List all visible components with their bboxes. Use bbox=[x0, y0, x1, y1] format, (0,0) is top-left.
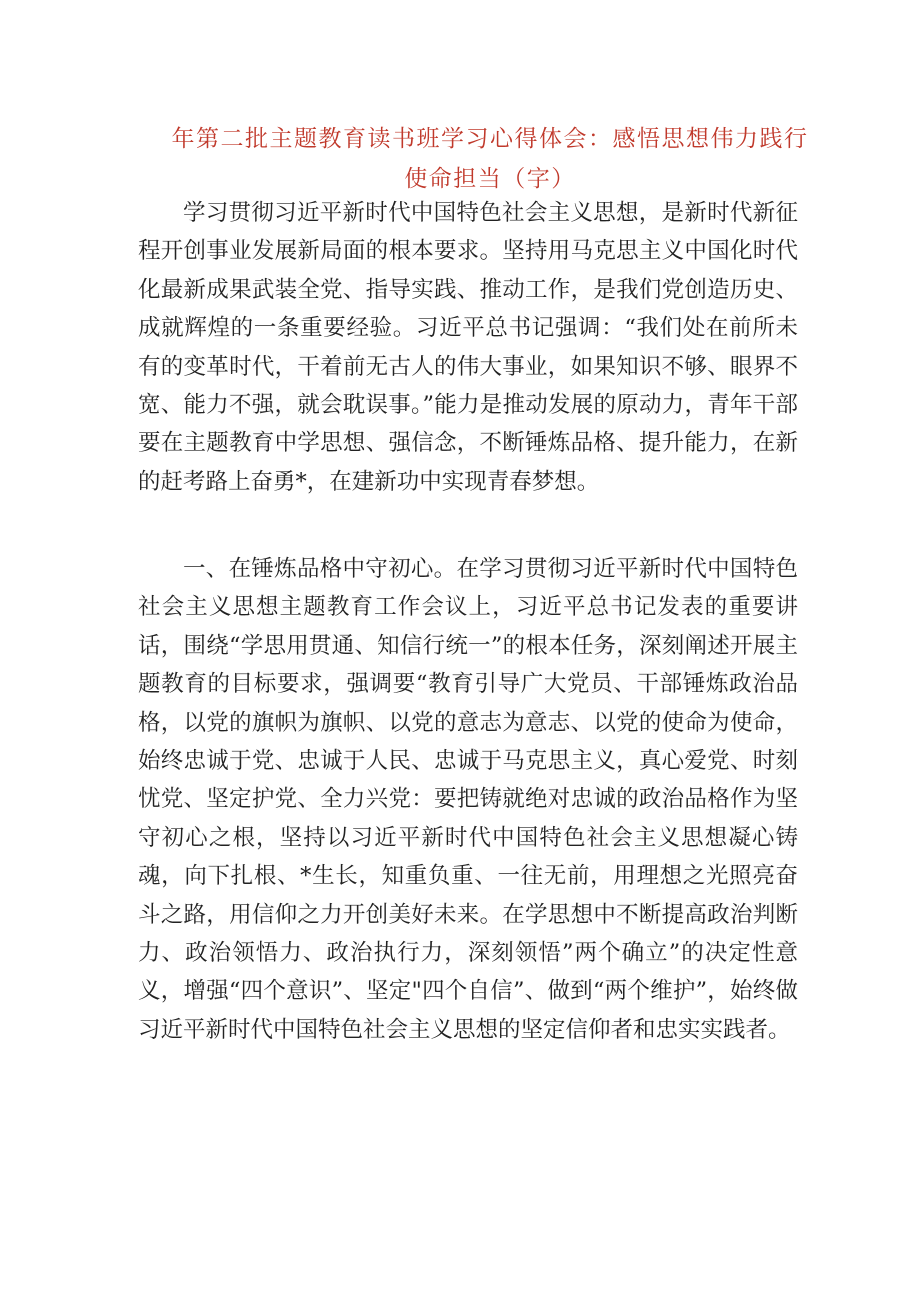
body-paragraph-section-1: 一、在锤炼品格中守初心。在学习贯彻习近平新时代中国特色社会主义思想主题教育工作会议上，习近平总书记发表的重要讲话，围绕“学思用贯通、知信行统一”的根本任务，深刻阐述开展主题教育的目标要求，强调要“教育引导广大党员、干部锤炼政治品格，以党的旗帜为旗帜、以党的意志为意志、以党的使命为使命，始终忠诚于党、忠诚于人民、忠诚于马克思主义，真心爱党、时刻忧党、坚定护党、全力兴党：要把铸就绝对忠诚的政治品格作为坚守初心之根，坚持以习近平新时代中国特色社会主义思想凝心铸魂，向下扎根、*生长，知重负重、一往无前，用理想之光照亮奋斗之路，用信仰之力开创美好未来。在学思想中不断提高政治判断力、政治领悟力、政治执行力，深刻领悟”两个确立”的决定性意义，增强“四个意识”、坚定"四个自信”、做到“两个维护”，始终做习近平新时代中国特色社会主义思想的坚定信仰者和忠实实践者。 bbox=[138, 556, 798, 1043]
document-title-line-2: 使命担当（字） bbox=[404, 166, 576, 192]
document-title-line-1: 年第二批主题教育读书班学习心得体会：感悟思想伟力践行 bbox=[171, 126, 809, 152]
body-paragraph-intro: 学习贯彻习近平新时代中国特色社会主义思想，是新时代新征程开创事业发展新局面的根本要求。坚持用马克思主义中国化时代化最新成果武装全党、指导实践、推动工作，是我们党创造历史、成就辉煌的一条重要经验。习近平总书记强调：“我们处在前所未有的变革时代，干着前无古人的伟大事业，如果知识不够、眼界不宽、能力不强，就会耽误事。”能力是推动发展的原动力，青年干部要在主题教育中学思想、强信念，不断锤炼品格、提升能力，在新的赶考路上奋勇*，在建新功中实现青春梦想。 bbox=[138, 200, 798, 495]
